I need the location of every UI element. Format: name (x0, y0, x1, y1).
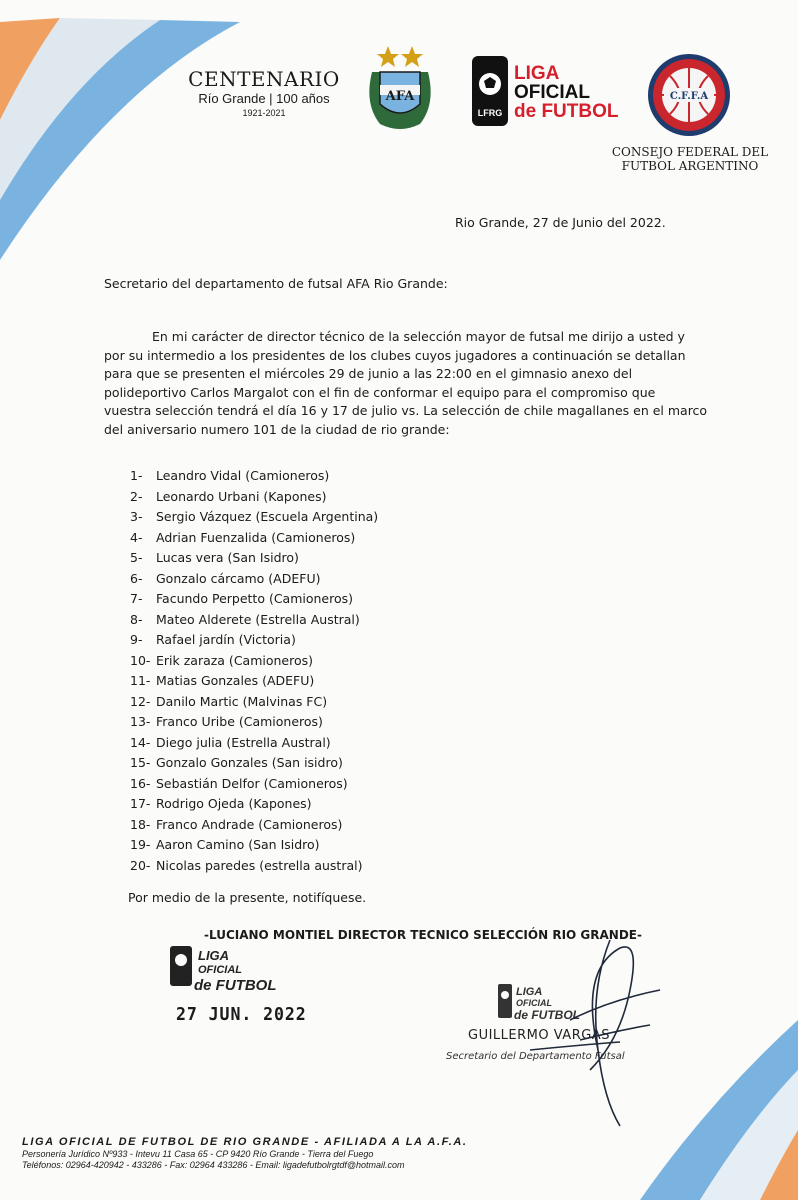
player-name: Franco Uribe (Camioneros) (156, 714, 323, 729)
player-name: Franco Andrade (Camioneros) (156, 816, 343, 832)
player-item (130, 569, 378, 590)
letter-date: Rio Grande, 27 de Junio del 2022. (455, 215, 666, 230)
player-name: Lucas vera (San Isidro) (156, 550, 299, 565)
player-item (130, 753, 378, 774)
player-number: 3- (130, 509, 143, 524)
letter-salutation: Secretario del departamento de futsal AFA Rio Grande: (104, 276, 448, 291)
centenario-block (178, 68, 350, 119)
player-name: Rafael jardín (Victoria) (156, 632, 296, 647)
cffa-caption-line-1: CONSEJO FEDERAL DEL (611, 145, 769, 159)
player-item (130, 835, 378, 856)
player-list (130, 466, 378, 876)
stamp2-line-2: OFICIAL (516, 998, 552, 1008)
stamp1-line-2: OFICIAL (198, 964, 242, 976)
player-number: 15- (130, 755, 151, 770)
letterhead-footer (22, 1136, 468, 1171)
stamp2-line-3: de FUTBOL (514, 1008, 580, 1022)
paragraph-line: vuestra selección tendrá el día 16 y 17 de julio vs. La selección de chile magallanes en el marco (104, 403, 708, 418)
footer-line-2: Personería Jurídico Nº933 - Intevu 11 Casa 65 - CP 9420 Río Grande - Tierra del Fuego (22, 1149, 374, 1159)
centenario-years: 1921-2021 (242, 108, 286, 118)
player-name: Erik zaraza (Camioneros) (156, 652, 314, 668)
player-item (130, 589, 378, 610)
player-name: Adrian Fuenzalida (Camioneros) (156, 529, 356, 545)
flag-ribbon-top (0, 0, 330, 280)
cffa-logo (646, 52, 732, 138)
player-item (130, 774, 378, 795)
football-icon (472, 56, 508, 126)
handwritten-signature (470, 930, 670, 1130)
player-item (130, 733, 378, 754)
player-item (130, 466, 378, 487)
player-number: 19- (130, 837, 151, 852)
player-name: Aaron Camino (San Isidro) (156, 837, 320, 852)
player-number: 1- (130, 468, 143, 483)
player-number: 11- (130, 673, 151, 688)
stamp1-line-1: LIGA (198, 948, 230, 963)
player-number: 14- (130, 734, 151, 750)
player-item (130, 528, 378, 549)
player-name: Matias Gonzales (ADEFU) (156, 673, 315, 688)
footer-line-3: Teléfonos: 02964-420942 - 433286 - Fax: 02964 433286 - Email: ligadefutbolrgtdf@hotmail.com (22, 1160, 405, 1170)
player-item (130, 610, 378, 631)
player-item (130, 671, 378, 692)
director-signature-line: -LUCIANO MONTIEL DIRECTOR TECNICO SELECCIÓN RIO GRANDE- (204, 928, 642, 942)
player-item (130, 548, 378, 569)
lfrg-line-2: OFICIAL (514, 82, 590, 103)
cffa-caption (600, 145, 780, 173)
afa-crest-logo (358, 42, 442, 134)
player-number: 13- (130, 714, 151, 729)
footer-line-1: LIGA OFICIAL DE FUTBOL DE RIO GRANDE - AFILIADA A LA A.F.A. (22, 1136, 468, 1148)
player-item (130, 712, 378, 733)
lfrg-line-3: de FUTBOL (514, 101, 619, 122)
player-number: 9- (130, 632, 143, 647)
player-number: 12- (130, 693, 151, 709)
player-item (130, 651, 378, 672)
notify-line: Por medio de la presente, notifíquese. (128, 890, 367, 905)
cffa-logo-text: C.F.F.A (669, 91, 709, 102)
player-item (130, 630, 378, 651)
player-name: Diego julia (Estrella Austral) (156, 734, 331, 750)
player-name: Nicolas paredes (estrella austral) (156, 857, 363, 873)
player-item (130, 856, 378, 877)
player-number: 8- (130, 611, 143, 627)
player-name: Mateo Alderete (Estrella Austral) (156, 611, 360, 627)
player-name: Sergio Vázquez (Escuela Argentina) (156, 509, 379, 524)
cffa-caption-line-2: FUTBOL ARGENTINO (621, 159, 759, 173)
player-number: 7- (130, 591, 143, 606)
player-item (130, 487, 378, 508)
lfrg-stamp (168, 942, 288, 1002)
player-name: Leandro Vidal (Camioneros) (156, 468, 330, 483)
player-name: Danilo Martic (Malvinas FC) (156, 693, 328, 709)
centenario-subtitle: Río Grande | 100 años (198, 91, 330, 106)
player-number: 4- (130, 529, 143, 545)
player-number: 20- (130, 857, 151, 873)
stamp1-line-3: de FUTBOL (194, 977, 277, 994)
paragraph-line: polideportivo Carlos Margalot con el fin de conformar el equipo para el compromiso que (104, 384, 656, 400)
player-item (130, 507, 378, 528)
lfrg-logo (472, 56, 642, 126)
paragraph-line: En mi carácter de director técnico de la selección mayor de futsal me dirijo a usted y (152, 329, 685, 344)
stamp2-line-1: LIGA (516, 986, 543, 998)
player-name: Gonzalo cárcamo (ADEFU) (156, 570, 321, 586)
signer-name: GUILLERMO VARGAS (468, 1028, 610, 1043)
player-item (130, 692, 378, 713)
paragraph-line: para que se presenten el miércoles 29 de junio a las 22:00 en el gimnasio anexo del (104, 366, 633, 381)
lfrg-line-1: LIGA (514, 63, 560, 84)
player-item (130, 794, 378, 815)
player-name: Facundo Perpetto (Camioneros) (156, 591, 354, 606)
paragraph-line: por su intermedio a los presidentes de los clubes cuyos jugadores a continuación se detallan (104, 347, 686, 363)
player-number: 16- (130, 775, 151, 791)
afa-logo-text: AFA (385, 89, 415, 104)
centenario-title: CENTENARIO (188, 67, 340, 91)
player-item (130, 815, 378, 836)
player-name: Leonardo Urbani (Kapones) (156, 488, 327, 504)
paragraph-line: del aniversario numero 101 de la ciudad de rio grande: (104, 421, 450, 437)
player-name: Rodrigo Ojeda (Kapones) (156, 796, 312, 811)
player-number: 18- (130, 816, 151, 832)
player-name: Sebastián Delfor (Camioneros) (156, 775, 348, 791)
player-number: 2- (130, 488, 143, 504)
lfrg-badge-text: LFRG (477, 108, 503, 118)
player-number: 6- (130, 570, 143, 586)
signer-title: Secretario del Departamento Futsal (446, 1051, 625, 1062)
lfrg-badge (472, 56, 508, 126)
letter-paragraph (104, 328, 708, 439)
lfrg-wordmark (514, 64, 619, 121)
player-number: 10- (130, 652, 151, 668)
player-number: 17- (130, 796, 151, 811)
stamp-date: 27 JUN. 2022 (176, 1004, 307, 1025)
player-number: 5- (130, 550, 143, 565)
player-name: Gonzalo Gonzales (San isidro) (156, 755, 343, 770)
